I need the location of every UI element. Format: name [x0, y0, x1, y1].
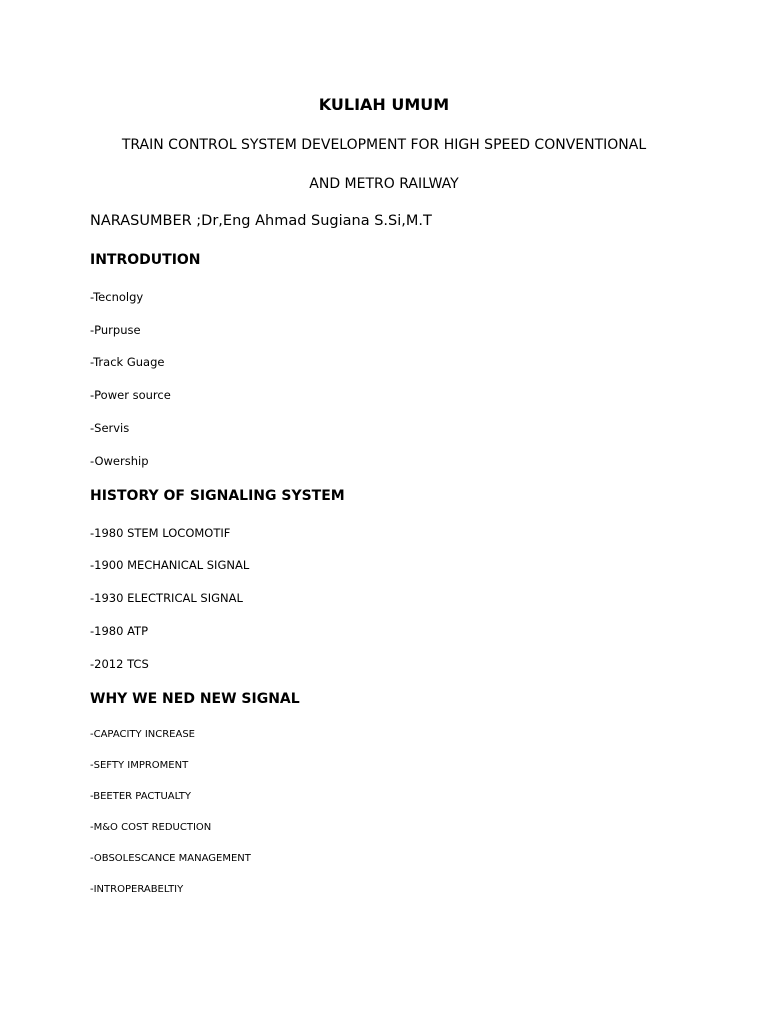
list-item: -CAPACITY INCREASE: [90, 729, 195, 740]
document-title: KULIAH UMUM: [318, 95, 450, 114]
list-item: -OBSOLESCANCE MANAGEMENT: [90, 853, 251, 864]
list-item: -Servis: [90, 421, 130, 435]
list-item: -2012 TCS: [90, 657, 149, 671]
list-item: -Power source: [90, 388, 171, 402]
list-item: -SEFTY IMPROMENT: [90, 760, 189, 771]
list-item: -1930 ELECTRICAL SIGNAL: [90, 591, 243, 605]
list-item: -M&O COST REDUCTION: [90, 822, 212, 833]
speaker-line: NARASUMBER ;Dr,Eng Ahmad Sugiana S.Si,M.T: [90, 213, 432, 229]
section-heading-why-new-signal: WHY WE NED NEW SIGNAL: [90, 691, 300, 707]
list-item: -Track Guage: [90, 355, 165, 369]
list-item: -BEETER PACTUALTY: [90, 791, 192, 802]
subtitle-line-2: AND METRO RAILWAY: [309, 176, 459, 192]
list-item: -1900 MECHANICAL SIGNAL: [90, 558, 250, 572]
list-item: -Tecnolgy: [90, 290, 144, 304]
list-item: -Owership: [90, 454, 149, 468]
list-item: -1980 ATP: [90, 624, 149, 638]
list-item: -INTROPERABELTIY: [90, 884, 184, 895]
subtitle-line-1: TRAIN CONTROL SYSTEM DEVELOPMENT FOR HIGH SPEED CONVENTIONAL: [121, 137, 647, 153]
section-heading-introduction: INTRODUTION: [90, 252, 201, 268]
list-item: -Purpuse: [90, 323, 141, 337]
section-heading-history: HISTORY OF SIGNALING SYSTEM: [90, 488, 345, 504]
list-item: -1980 STEM LOCOMOTIF: [90, 526, 231, 540]
